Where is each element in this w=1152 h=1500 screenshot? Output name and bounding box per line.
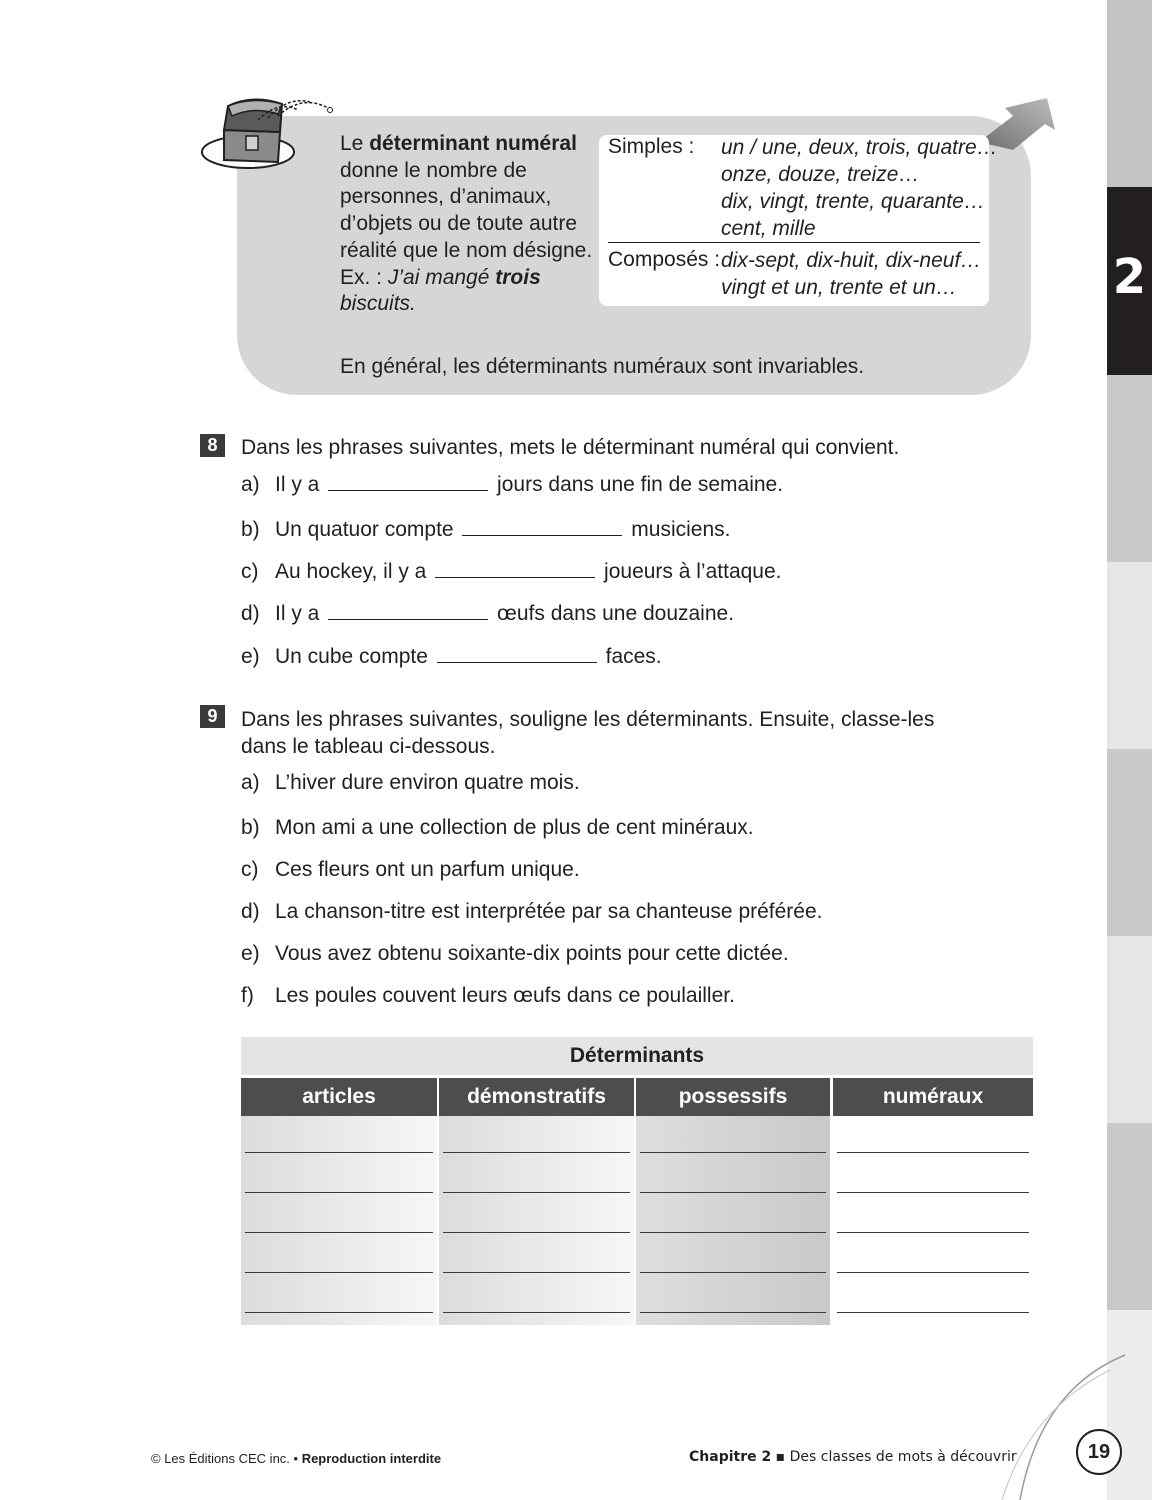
exercise-8-item-a: a) Il y a jours dans une fin de semaine.	[241, 473, 784, 496]
exercise-9-item-a: a) L’hiver dure environ quatre mois.	[241, 771, 580, 794]
edge-tab-4	[1107, 562, 1152, 749]
answer-blank[interactable]	[462, 521, 622, 536]
example-sentence: J’ai mangé trois biscuits.	[340, 265, 541, 316]
exercise-9-item-e: e) Vous avez obtenu soixante-dix points pour cette dictée.	[241, 942, 789, 965]
answer-line[interactable]	[837, 1272, 1029, 1273]
column-demonstratifs	[439, 1116, 634, 1325]
exercise-8-item-e: e) Un cube compte faces.	[241, 645, 662, 668]
simple-label: Simples :	[608, 135, 695, 158]
exercise-8-item-c: c) Au hockey, il y a joueurs à l’attaque.	[241, 560, 782, 583]
answer-line[interactable]	[640, 1272, 826, 1273]
copyright-notice: © Les Éditions CEC inc. • Reproduction interdite	[151, 1451, 442, 1466]
definition-term: déterminant numéral	[369, 132, 577, 155]
exercise-8-item-b: b) Un quatuor compte musiciens.	[241, 518, 731, 541]
answer-line[interactable]	[443, 1312, 630, 1313]
compound-values: dix-sept, dix-huit, dix-neuf… vingt et un, trente et un…	[721, 249, 982, 299]
column-header-demonstratifs: démonstratifs	[439, 1078, 634, 1116]
exercise-9-item-b: b) Mon ami a une collection de plus de cent minéraux.	[241, 816, 754, 839]
column-header-numeraux: numéraux	[833, 1078, 1033, 1116]
exercise-8-instruction: Dans les phrases suivantes, mets le déterminant numéral qui convient.	[241, 436, 900, 459]
example-prefix: Ex. :	[340, 265, 388, 289]
answer-line[interactable]	[640, 1192, 826, 1193]
column-possessifs	[636, 1116, 830, 1325]
answer-blank[interactable]	[328, 605, 488, 620]
exercise-9-instruction: Dans les phrases suivantes, souligne les déterminants. Ensuite, classe-les dans le tableau ci-dessous.	[241, 708, 935, 758]
table-title: Déterminants	[241, 1037, 1033, 1075]
answer-line[interactable]	[245, 1272, 433, 1273]
compound-label: Composés :	[608, 248, 721, 271]
exercise-9-item-d: d) La chanson-titre est interprétée par sa chanteuse préférée.	[241, 900, 823, 923]
answer-line[interactable]	[837, 1192, 1029, 1193]
answer-line[interactable]	[245, 1192, 433, 1193]
answer-line[interactable]	[837, 1312, 1029, 1313]
answer-line[interactable]	[640, 1312, 826, 1313]
edge-tab-6	[1107, 936, 1152, 1123]
exercise-8-item-d: d) Il y a œufs dans une douzaine.	[241, 602, 735, 625]
answer-blank[interactable]	[435, 563, 595, 578]
page-number: 19	[1076, 1429, 1122, 1475]
numeral-examples-box	[599, 135, 998, 306]
exercise-8-number: 8	[200, 434, 225, 457]
chapter-tab	[1107, 187, 1152, 375]
answer-line[interactable]	[837, 1232, 1029, 1233]
decorative-curve	[1000, 1350, 1130, 1500]
answer-line[interactable]	[245, 1232, 433, 1233]
column-header-articles: articles	[241, 1078, 437, 1116]
chapter-tab-number: 2	[1112, 249, 1147, 305]
edge-tab-3	[1107, 375, 1152, 562]
answer-line[interactable]	[443, 1152, 630, 1153]
answer-blank[interactable]	[328, 476, 488, 491]
column-header-possessifs: possessifs	[636, 1078, 830, 1116]
divider	[608, 242, 980, 243]
answer-line[interactable]	[443, 1232, 630, 1233]
answer-line[interactable]	[640, 1232, 826, 1233]
treasure-chest-icon	[198, 90, 338, 176]
column-numeraux	[833, 1116, 1033, 1325]
answer-line[interactable]	[443, 1272, 630, 1273]
simple-values: un / une, deux, trois, quatre… onze, douze, treize… dix, vingt, trente, quarante… cent, mille	[721, 136, 998, 240]
answer-line[interactable]	[443, 1192, 630, 1193]
answer-line[interactable]	[640, 1152, 826, 1153]
answer-line[interactable]	[245, 1152, 433, 1153]
general-note: En général, les déterminants numéraux sont invariables.	[340, 355, 865, 378]
column-articles	[241, 1116, 437, 1325]
answer-line[interactable]	[245, 1312, 433, 1313]
exercise-9-item-f: f) Les poules couvent leurs œufs dans ce poulailler.	[241, 984, 735, 1007]
exercise-9-number: 9	[200, 705, 225, 728]
edge-tab-5	[1107, 749, 1152, 936]
exercise-9-item-c: c) Ces fleurs ont un parfum unique.	[241, 858, 580, 881]
edge-tab-7	[1107, 1123, 1152, 1310]
edge-tab-1	[1107, 0, 1152, 187]
answer-line[interactable]	[837, 1152, 1029, 1153]
chapter-footer: Chapitre 2 ▪ Des classes de mots à découvrir	[689, 1449, 1017, 1465]
answer-blank[interactable]	[437, 648, 597, 663]
definition-text: Le déterminant numéral donne le nombre de personnes, d’animaux, d’objets ou de toute autre réalité que le nom désigne. Ex. : J’ai mangé trois biscuits.	[340, 132, 593, 316]
